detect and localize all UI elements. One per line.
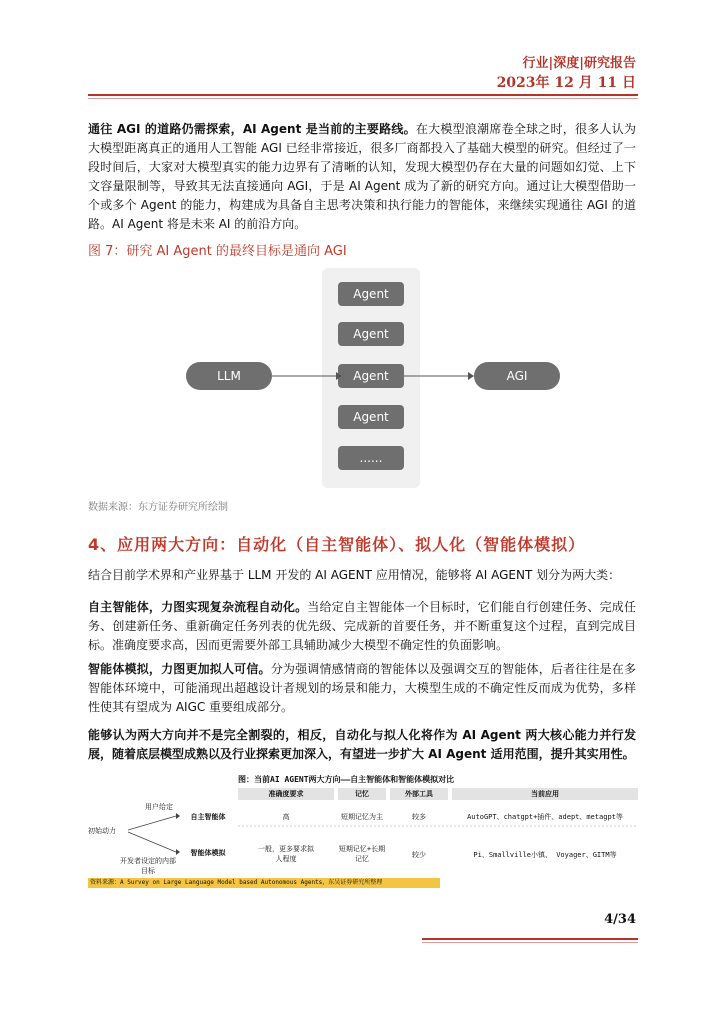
row-autonomous-memory: 短期记忆为主 [341,813,383,821]
table-source: 资料来源：A Survey on Large Language Model based Autonomous Agents，东吴证券研究所整理 [88,878,440,888]
figure-title: 图 7：研究 AI Agent 的最终目标是通向 AGI [88,244,347,259]
paragraph-body: 分为强调情感情商的智能体以及强调交互的智能体，后者往往是在多智能体环境中，可能涌现出超越设计者规划的场景和能力，大模型生成的不确定性反而成为优势，多样性使其有望成为 AIGC 重要组成部分。 [88,662,636,714]
footer-divider-thin [422,942,638,943]
section-heading: 4、应用两大方向：自动化（自主智能体）、拟人化（智能体模拟） [88,535,586,554]
paragraph-simulation [88,660,636,717]
paragraph-body: 在大模型浪潮席卷全球之时，很多人认为大模型距离真正的通用人工智能 AGI 已经非常接近，很多厂商都投入了基础大模型的研究。但经过了一段时间后，大家对大模型真实的能力边界有了清晰的认知，发现大模型仍存在大量的问题如幻觉、上下文容量限制等，导致其无法直接通向 AGI，于是 AI Agent 成为了新的研究方向。通过让大模型借助一个或多个 Agent 的能力，构建成为具备自主思考决策和执行能力的智能体，来继续实现通往 AGI 的道路。AI Agent 将是未来 AI 的前沿方向。 [88,122,636,231]
agent-box-2: Agent [338,322,404,346]
table-title: 图：当前AI AGENT两大方向——自主智能体和智能体模拟对比 [238,775,455,784]
agent-box-3: Agent [338,364,404,388]
agent-box-4: Agent [338,405,404,429]
paragraph-lead: 能够认为两大方向并不是完全割裂的，相反，自动化与拟人化将作为 AI Agent 两大核心能力并行发展，随着底层模型成熟以及行业探索更加深入，有望进一步扩大 AI Agent 适用范围，提升其实用性。 [88,728,636,761]
agent-box-1: Agent [338,282,404,306]
comparison-table [88,770,638,888]
paragraph-intro: 结合目前学术界和产业界基于 LLM 开发的 AI AGENT 应用情况，能够将 AI AGENT 划分为两大类： [88,568,621,582]
th-apps: 当前应用 [452,788,638,800]
page-number: 4/34 [604,912,636,927]
report-category: 行业|深度|研究报告 [522,56,636,71]
row-simulation-name: 智能体模拟 [190,849,226,857]
row-autonomous-name: 自主智能体 [190,813,226,821]
footer-divider [422,938,638,940]
th-memory: 记忆 [338,788,386,800]
agent-box-more: ...... [338,446,404,470]
row-autonomous-apps: AutoGPT、chatgpt+插件、adept、metagpt等 [467,813,623,821]
paragraph-body: 当给定自主智能体一个目标时，它们能自行创建任务、完成任务、创建新任务、重新确定任务列表的优先级、完成新的首要任务，并不断重复这个过程，直到完成目标。准确度要求高，因而更需要外部工具辅助减少大模型不确定性的负面影响。 [88,600,636,652]
paragraph-autonomous [88,598,636,655]
row-simulation-apps: Pi、Smallville小镇、 Voyager、GITM等 [473,851,617,859]
paragraph-lead: 自主智能体，力图实现复杂流程自动化。 [88,600,308,614]
th-accuracy: 准确度要求 [238,788,334,800]
figure-source: 数据来源：东方证券研究所绘制 [88,502,228,513]
paragraph-lead: 智能体模拟，力图更加拟人可信。 [88,662,271,676]
branch-dev-label: 开发者设定的内部目标 [120,857,176,875]
row-simulation-memory: 短期记忆+长期记忆 [338,845,386,863]
agi-node: AGI [474,362,560,390]
row-simulation-accuracy: 一般，更多要求拟人程度 [258,845,314,863]
row-autonomous-tools: 较多 [412,813,426,821]
th-tools: 外部工具 [390,788,448,800]
paragraph-conclusion [88,726,636,764]
diagram-arrows [0,0,724,500]
row-simulation-tools: 较少 [412,851,426,859]
branch-user-label: 用户给定 [145,803,173,811]
report-date: 2023年 12 月 11 日 [496,75,636,91]
paragraph-lead: 通往 AGI 的道路仍需探索，AI Agent 是当前的主要路线。 [88,122,416,136]
table-root-label: 初始动力 [88,827,116,835]
row-autonomous-accuracy: 高 [282,813,290,821]
llm-node: LLM [186,362,272,390]
